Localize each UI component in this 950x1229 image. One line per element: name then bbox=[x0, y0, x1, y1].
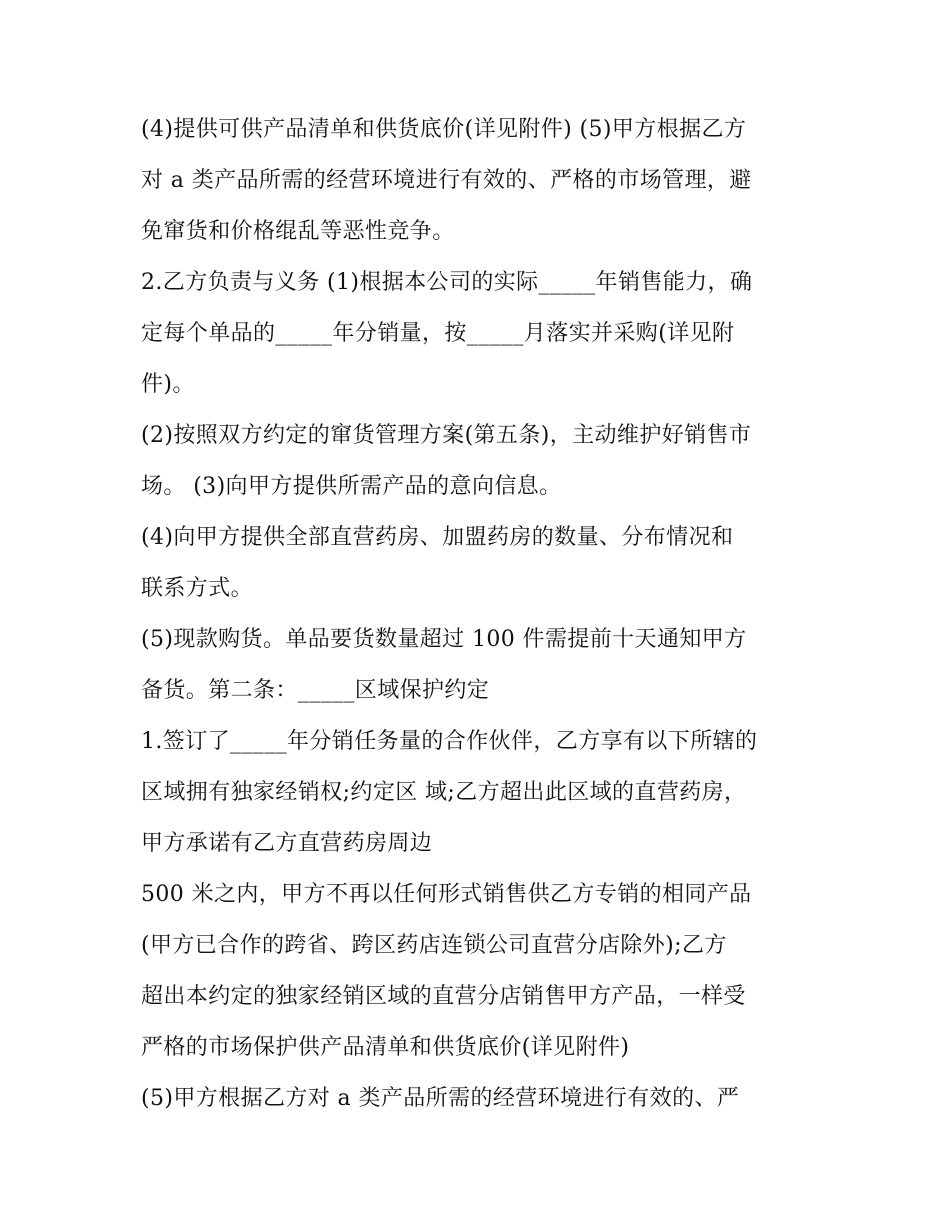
text-line: 2.乙方负责与义务 (1)根据本公司的实际_____年销售能力，确 bbox=[141, 270, 753, 295]
text-line: (甲方已合作的跨省、跨区药店连锁公司直营分店除外);乙方 bbox=[141, 933, 727, 958]
text-line: 免窜货和价格绲乱等恶性竞争。 bbox=[141, 219, 455, 244]
text-line: (5)现款购货。单品要货数量超过 100 件需提前十天通知甲方 bbox=[141, 627, 747, 652]
text-line: (5)甲方根据乙方对 a 类产品所需的经营环境进行有效的、严 bbox=[141, 1086, 740, 1111]
text-line: (2)按照双方约定的窜货管理方案(第五条)，主动维护好销售市 bbox=[141, 423, 752, 448]
text-line: 定每个单品的_____年分销量，按_____月落实并采购(详见附 bbox=[141, 321, 735, 346]
text-line: 联系方式。 bbox=[141, 576, 254, 601]
text-line: 甲方承诺有乙方直营药房周边 bbox=[141, 831, 433, 856]
text-line: 件)。 bbox=[141, 372, 195, 397]
text-line: (4)向甲方提供全部直营药房、加盟药房的数量、分布情况和 bbox=[141, 525, 734, 550]
document-body bbox=[141, 110, 821, 1130]
text-line: 备货。第二条：_____区域保护约定 bbox=[141, 678, 490, 703]
text-line: 场。 (3)向甲方提供所需产品的意向信息。 bbox=[141, 474, 562, 499]
text-line: (4)提供可供产品清单和供货底价(详见附件) (5)甲方根据乙方 bbox=[141, 117, 747, 142]
text-line: 区域拥有独家经销权;约定区 域;乙方超出此区域的直营药房， bbox=[141, 780, 747, 805]
text-line: 500 米之内，甲方不再以任何形式销售供乙方专销的相同产品 bbox=[141, 882, 752, 907]
text-line: 1.签订了_____年分销任务量的合作伙伴，乙方享有以下所辖的 bbox=[141, 729, 758, 754]
text-line: 对 a 类产品所需的经营环境进行有效的、严格的市场管理，避 bbox=[141, 168, 752, 193]
text-line: 严格的市场保护供产品清单和供货底价(详见附件) bbox=[141, 1035, 630, 1060]
text-line: 超出本约定的独家经销区域的直营分店销售甲方产品，一样受 bbox=[141, 984, 746, 1009]
